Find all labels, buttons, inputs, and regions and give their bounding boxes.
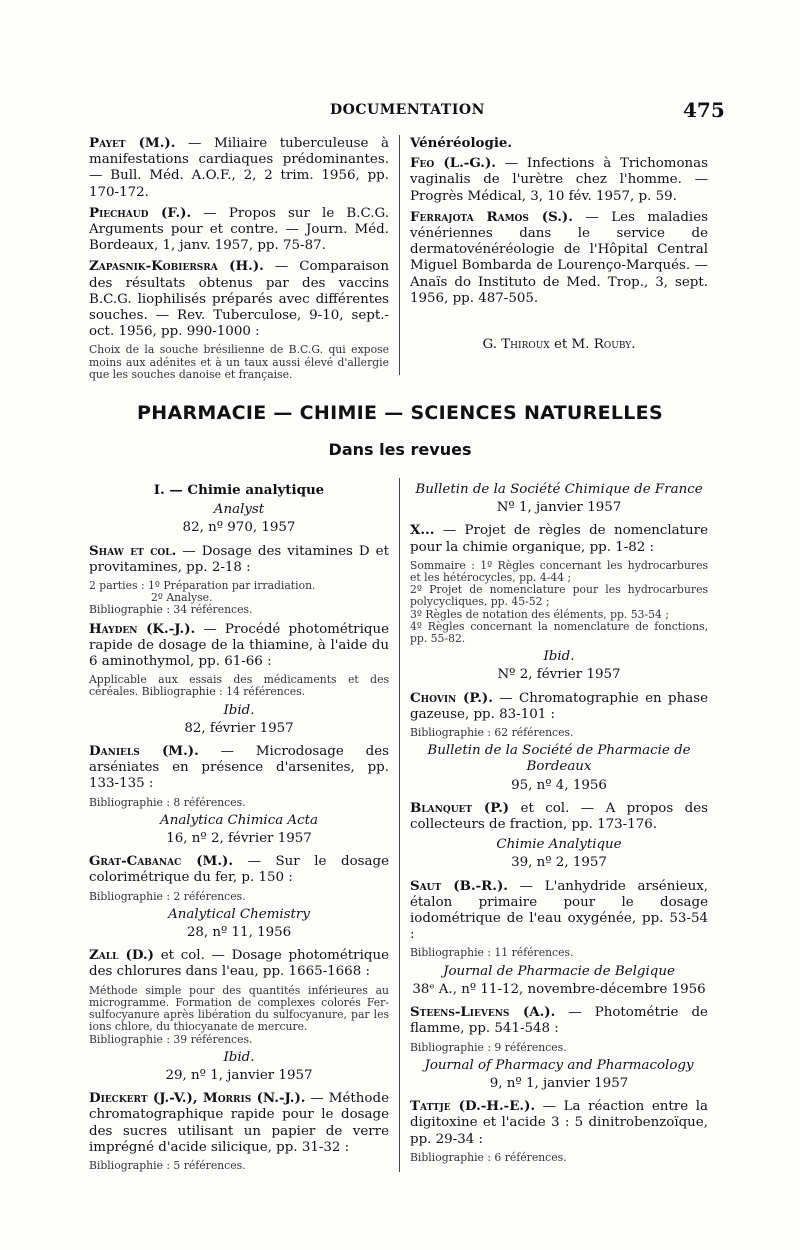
entry-text: et col. — Dosage photométrique des chlorures dans l'eau, pp. 1665-1668 : bbox=[89, 948, 389, 980]
page-number: 475 bbox=[683, 98, 725, 122]
entry-text: — Comparaison des résultats obtenus par des vaccins B.C.G. liophilisés préparés avec différentes souches. — Rev. Tuberculose, 9-10, sept.-oct. 1956, pp. 990-1000 : bbox=[89, 259, 389, 340]
section-subheading: Dans les revues bbox=[328, 440, 472, 459]
entry-text: — La réaction entre la digitoxine et l'acide 3 : 5 dinitrobenzoïque, pp. 29-34 : bbox=[410, 1099, 708, 1147]
subsection-title: I. — Chimie analytique bbox=[153, 482, 325, 498]
entry-piechaud bbox=[89, 205, 389, 255]
entry-shaw bbox=[89, 543, 389, 576]
entry-zall bbox=[89, 947, 389, 980]
entry-note: 2º Projet de nomenclature pour les hydrocarbures polycycliques, pp. 45-52 ; bbox=[410, 583, 708, 609]
entry-text: — Miliaire tuberculeuse à manifestations cardiaques prédominantes. — Bull. Méd. A.O.F., 2, 2 trim. 1956, pp. 170-172. bbox=[89, 136, 389, 200]
running-head-title: DOCUMENTATION bbox=[330, 102, 485, 118]
journal-issue: 39, nº 2, 1957 bbox=[511, 855, 607, 871]
entry-text: — Dosage des vitamines D et provitamines, pp. 2-18 : bbox=[89, 543, 389, 575]
signature-author-b: M. Rouby. bbox=[571, 337, 636, 353]
entry-text: — Projet de règles de nomenclature pour la chimie organique, pp. 1-82 : bbox=[410, 523, 708, 555]
entry-note: Bibliographie : 5 références. bbox=[89, 1158, 246, 1172]
entry-author: Daniels (M.). bbox=[89, 743, 199, 760]
entry-text: — Méthode chromatographique rapide pour le dosage des sucres utilisant un papier de verre imprégné d'acide silicique, pp. 31-32 : bbox=[89, 1091, 389, 1155]
journal-title: Ibid. bbox=[223, 702, 255, 718]
entry-ferrajota bbox=[410, 209, 708, 307]
entry-author: Feo (L.-G.). bbox=[410, 155, 496, 172]
entry-author: Tattje (D.-H.-E.). bbox=[410, 1098, 536, 1115]
journal-title: Chimie Analytique bbox=[496, 837, 622, 853]
entry-note: 3º Règles de notation des éléments, pp. 53-54 ; bbox=[410, 607, 669, 621]
entry-daniels bbox=[89, 743, 389, 793]
entry-note: Méthode simple pour des quantités inférieures au microgramme. Formation de complexes colorés Fer-sulfocyanure après libération du sulfocyanure, par les ions chlore, du thiocyanate de mercure. bbox=[89, 983, 389, 1034]
entry-blanquet bbox=[410, 800, 708, 833]
entry-author: Piechaud (F.). bbox=[89, 204, 192, 221]
column-divider bbox=[399, 478, 400, 1172]
entry-text: — L'anhydride arsénieux, étalon primaire pour le dosage iodométrique de l'eau oxygénée, pp. 53-54 : bbox=[410, 878, 708, 943]
entry-dieckert bbox=[89, 1090, 389, 1156]
journal-title: Bulletin de la Société Chimique de France bbox=[415, 482, 703, 497]
entry-text: et col. — A propos des collecteurs de fraction, pp. 173-176. bbox=[410, 800, 708, 833]
entry-author: Saut (B.-R.). bbox=[410, 877, 508, 894]
entry-steens-lievens bbox=[410, 1004, 708, 1037]
entry-note: 4º Règles concernant la nomenclature de fonctions, pp. 55-82. bbox=[410, 619, 708, 646]
entry-author: Steens-Lievens (A.). bbox=[410, 1004, 556, 1021]
entry-author: Zapasnik-Kobiersra (H.). bbox=[89, 258, 264, 275]
entry-author: Dieckert (J.-V.), Morris (N.-J.). bbox=[89, 1090, 306, 1107]
journal-issue: 38ᵉ A., nº 11-12, novembre-décembre 1956 bbox=[412, 981, 706, 997]
entry-text: — Microdosage des arséniates en présence d'arsenites, pp. 133-135 : bbox=[89, 744, 389, 792]
entry-author: Shaw et col. bbox=[89, 542, 177, 559]
entry-text: — Propos sur le B.C.G. Arguments pour et contre. — Journ. Méd. Bordeaux, 1, janv. 1957, pp. 75-87. bbox=[89, 205, 389, 254]
entry-zapasnik bbox=[89, 258, 389, 340]
entry-note: Applicable aux essais des médicaments et des céréales. Bibliographie : 14 références. bbox=[89, 673, 389, 699]
entry-note: 2 parties : 1º Préparation par irradiation. bbox=[89, 579, 316, 593]
entry-text: — Infections à Trichomonas vaginalis de l'urètre chez l'homme. — Progrès Médical, 3, 10 fév. 1957, p. 59. bbox=[410, 156, 708, 204]
column-divider bbox=[399, 135, 400, 375]
journal-issue: 82, février 1957 bbox=[184, 720, 294, 736]
entry-chovin bbox=[410, 690, 708, 723]
entry-saut bbox=[410, 878, 708, 944]
entry-hayden bbox=[89, 621, 389, 671]
signature-and: et bbox=[549, 337, 572, 353]
entry-note: Bibliographie : 2 références. bbox=[89, 889, 246, 903]
entry-author: Blanquet (P.) bbox=[410, 799, 510, 816]
section-title: Vénéréologie. bbox=[410, 135, 513, 151]
journal-issue: Nº 1, janvier 1957 bbox=[496, 500, 622, 516]
journal-issue: Nº 2, février 1957 bbox=[497, 667, 621, 683]
entry-text: — Sur le dosage colorimétrique du fer, p. 150 : bbox=[89, 854, 389, 886]
entry-note: Bibliographie : 6 références. bbox=[410, 1150, 567, 1164]
entry-author: Zall (D.) bbox=[89, 947, 154, 964]
entry-text: — Photométrie de flamme, pp. 541-548 : bbox=[410, 1005, 708, 1037]
entry-grat-cabanac bbox=[89, 853, 389, 886]
bottom-right-column bbox=[410, 478, 708, 1168]
journal-title: Ibid. bbox=[223, 1049, 255, 1065]
entry-note: 2º Analyse. bbox=[151, 591, 213, 605]
journal-title: Journal of Pharmacy and Pharmacology bbox=[424, 1057, 694, 1073]
entry-author: Grat-Cabanac (M.). bbox=[89, 853, 234, 870]
journal-title: Analytical Chemistry bbox=[168, 906, 310, 922]
entry-note: Bibliographie : 8 références. bbox=[89, 795, 246, 809]
journal-issue: 9, nº 1, janvier 1957 bbox=[489, 1075, 629, 1091]
entry-author: Ferrajota Ramos (S.). bbox=[410, 208, 573, 225]
journal-issue: 95, nº 4, 1956 bbox=[511, 777, 607, 793]
entry-note: Bibliographie : 34 références. bbox=[89, 603, 253, 617]
journal-title: Journal de Pharmacie de Belgique bbox=[443, 963, 675, 979]
running-head bbox=[0, 100, 800, 122]
journal-issue: 82, nº 970, 1957 bbox=[182, 520, 296, 536]
entry-text: — Procédé photométrique rapide de dosage de la thiamine, à l'aide du 6 aminothymol, pp. 61-66 : bbox=[89, 621, 389, 670]
journal-title: Analytica Chimica Acta bbox=[160, 812, 318, 828]
entry-note: Bibliographie : 11 références. bbox=[410, 946, 574, 960]
journal-issue: 28, nº 11, 1956 bbox=[186, 925, 292, 941]
entry-note: Bibliographie : 62 références. bbox=[410, 726, 574, 740]
entry-note: Bibliographie : 39 références. bbox=[89, 1032, 253, 1046]
entry-note: Bibliographie : 9 références. bbox=[410, 1040, 567, 1054]
entry-x bbox=[410, 522, 708, 555]
journal-issue: 29, nº 1, janvier 1957 bbox=[165, 1067, 313, 1083]
entry-author: Payet (M.). bbox=[89, 135, 176, 151]
entry-payet bbox=[89, 135, 389, 201]
journal-title: Ibid. bbox=[543, 649, 575, 665]
journal-issue: 16, nº 2, février 1957 bbox=[166, 831, 312, 847]
section-heading: PHARMACIE — CHIMIE — SCIENCES NATURELLES bbox=[137, 402, 663, 424]
entry-feo bbox=[410, 155, 708, 205]
entry-author: Hayden (K.-J.). bbox=[89, 620, 196, 637]
entry-author: Chovin (P.). bbox=[410, 689, 493, 706]
signature-author-a: G. Thiroux bbox=[482, 337, 550, 353]
signature bbox=[410, 337, 708, 353]
entry-text: — Les maladies vénériennes dans le service de dermatovénéréologie de l'Hôpital Central Miguel Bombarda de Lourenço-Marqués. — Anaïs do Instituto de Med. Trop., 3, sept. 1956, pp. 487-505. bbox=[410, 209, 708, 306]
top-left-column bbox=[89, 135, 389, 385]
entry-tattje bbox=[410, 1098, 708, 1148]
entry-note: Sommaire : 1º Règles concernant les hydrocarbures et les hétérocycles, pp. 4-44 ; bbox=[410, 558, 708, 585]
bottom-left-column bbox=[89, 478, 389, 1176]
entry-author: X... bbox=[410, 522, 435, 539]
entry-note: Choix de la souche brésilienne de B.C.G. qui expose moins aux adénites et à un taux aussi élevé d'allergie que les souches danoise et française. bbox=[89, 343, 389, 381]
top-right-column bbox=[410, 135, 708, 367]
journal-title: Analyst bbox=[213, 502, 265, 518]
entry-text: — Chromatographie en phase gazeuse, pp. 83-101 : bbox=[410, 690, 708, 722]
journal-title: Bulletin de la Société de Pharmacie de Bordeaux bbox=[427, 743, 691, 775]
